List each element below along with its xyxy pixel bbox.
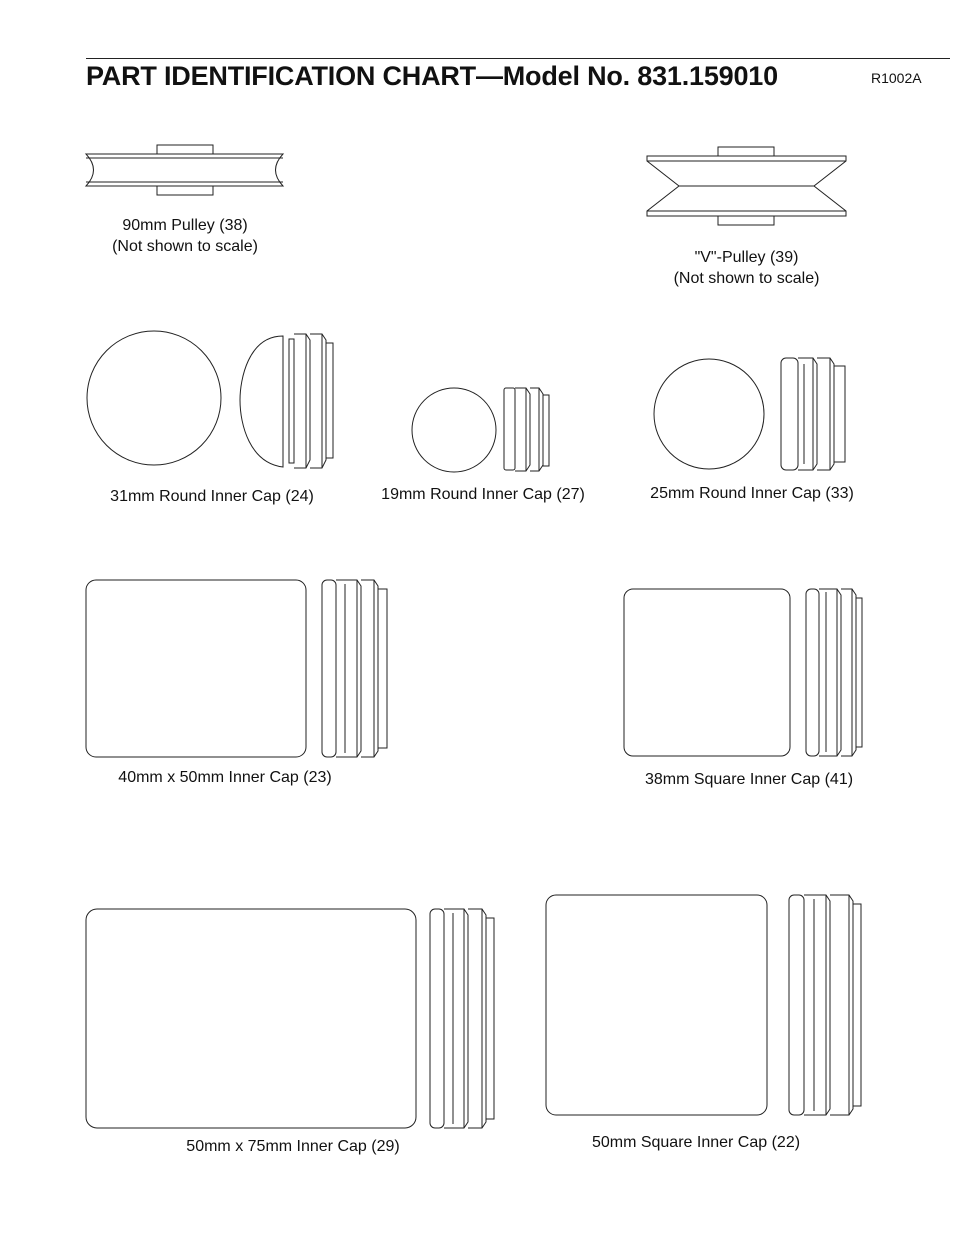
cap-19mm-round-drawing (412, 388, 549, 472)
figure-code: R1002A (871, 70, 922, 86)
cap-38mm-square-label: 38mm Square Inner Cap (41) (644, 771, 854, 788)
cap-50x75mm-label: 50mm x 75mm Inner Cap (29) (186, 1138, 400, 1155)
page-title: PART IDENTIFICATION CHART—Model No. 831.159010 (86, 61, 778, 91)
v-pulley-caption (647, 247, 846, 289)
cap-50x75mm-drawing (86, 909, 494, 1128)
cap-50mm-square-label: 50mm Square Inner Cap (22) (591, 1134, 801, 1151)
cap-50mm-square-drawing (546, 895, 861, 1115)
cap-40x50mm-drawing (86, 580, 387, 757)
cap-19mm-round-label: 19mm Round Inner Cap (27) (381, 486, 585, 503)
cap-38mm-square-drawing (624, 589, 862, 756)
pulley-90mm-drawing (86, 145, 283, 195)
pulley-90mm-label: 90mm Pulley (38) (122, 217, 248, 234)
pulley-90mm-caption (86, 215, 284, 257)
cap-31mm-round-label: 31mm Round Inner Cap (24) (110, 488, 314, 505)
cap-25mm-round-drawing (654, 358, 845, 470)
pulley-90mm-scale-note: (Not shown to scale) (112, 238, 258, 255)
v-pulley-label: "V"-Pulley (39) (694, 249, 799, 266)
v-pulley-scale-note: (Not shown to scale) (673, 270, 820, 287)
cap-31mm-round-drawing (87, 331, 333, 468)
cap-40x50mm-label: 40mm x 50mm Inner Cap (23) (118, 769, 332, 786)
v-pulley-drawing (647, 147, 846, 225)
cap-25mm-round-label: 25mm Round Inner Cap (33) (650, 485, 854, 502)
